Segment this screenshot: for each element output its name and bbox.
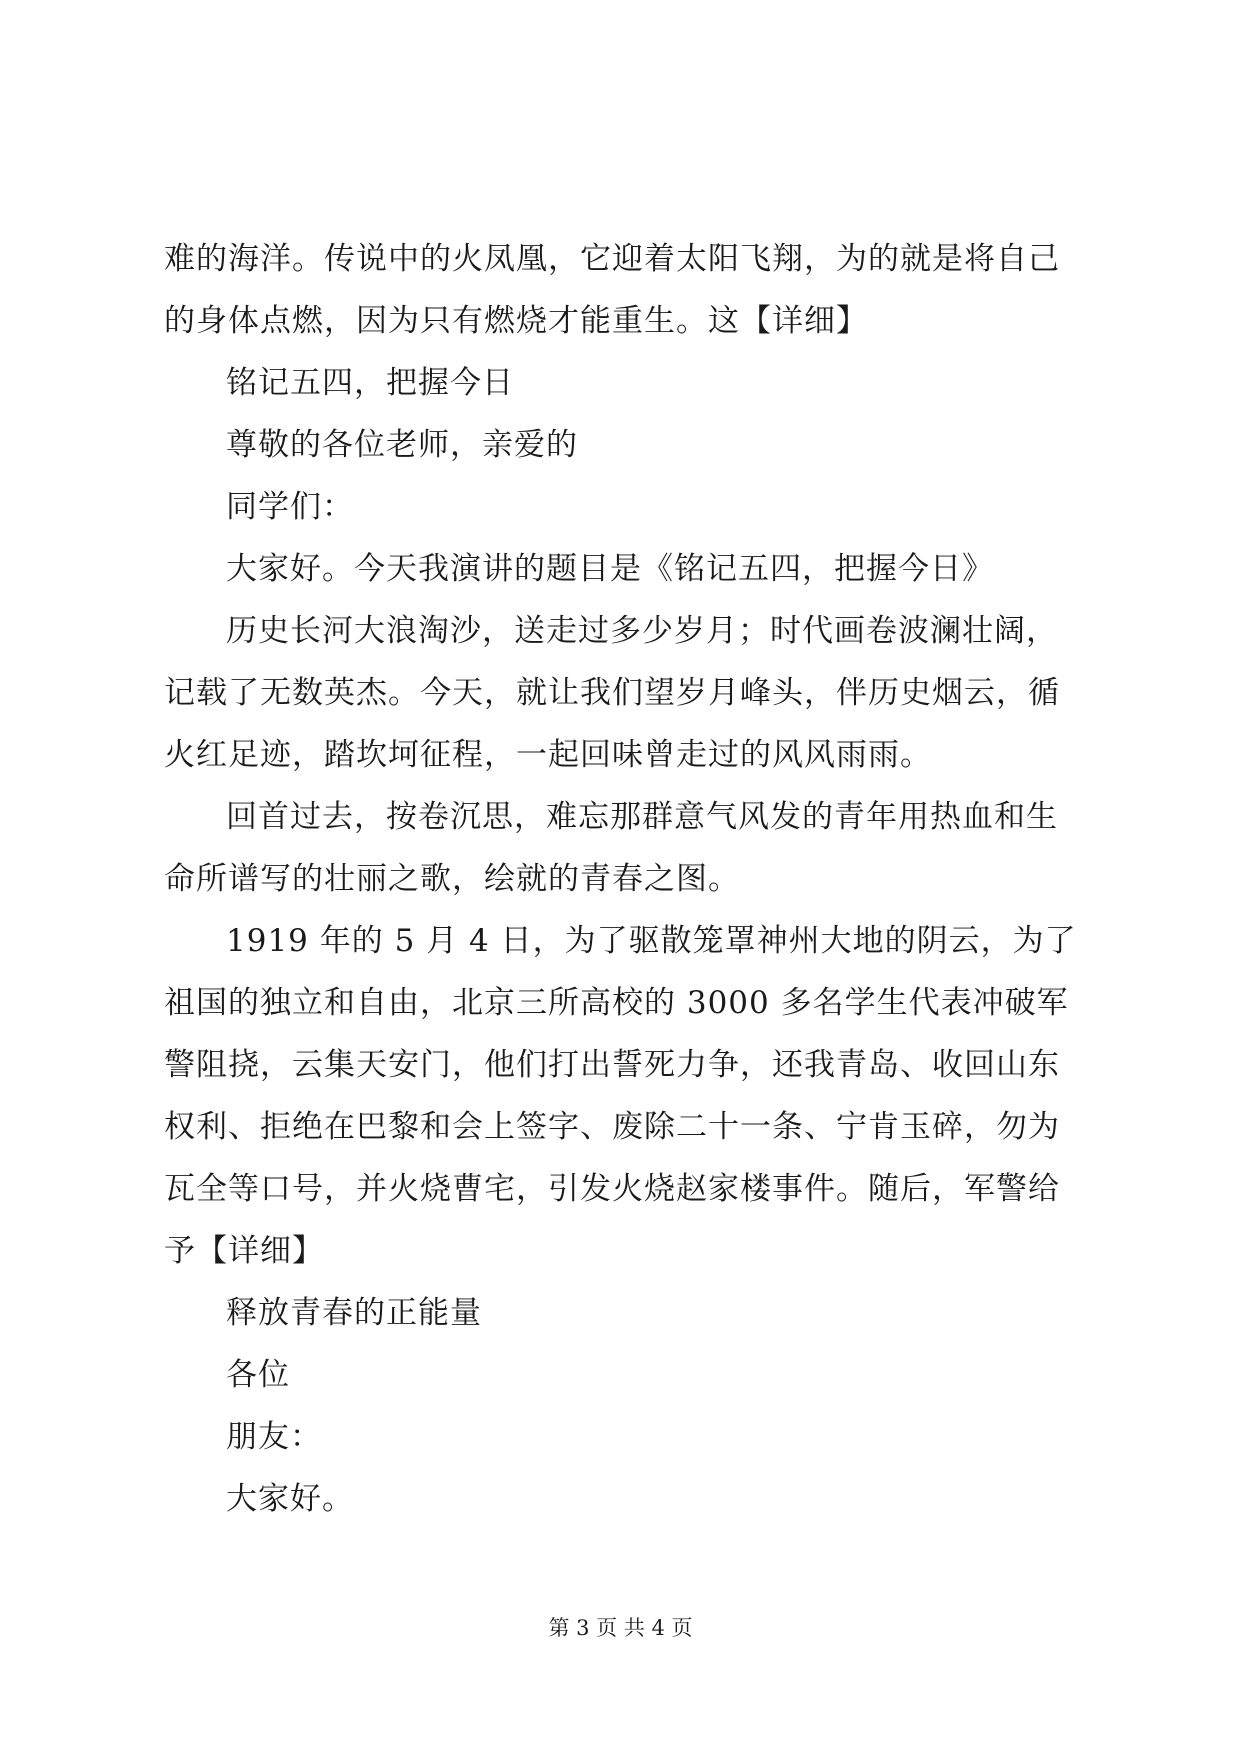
section-heading: 铭记五四，把握今日	[226, 365, 514, 401]
section-heading: 释放青春的正能量	[226, 1295, 482, 1331]
text-line: 大家好。	[226, 1481, 354, 1517]
document-body	[164, 228, 1092, 1530]
text-line: 朋友：	[226, 1419, 322, 1455]
text-line: 回首过去，按卷沉思，难忘那群意气风发的青年用热血和生	[226, 799, 1058, 835]
text-line: 记载了无数英杰。今天，就让我们望岁月峰头，伴历史烟云，循	[164, 675, 1060, 711]
text-line: 的身体点燃，因为只有燃烧才能重生。这【详细】	[164, 303, 868, 339]
text-line: 火红足迹，踏坎坷征程，一起回味曾走过的风风雨雨。	[164, 737, 932, 773]
text-line: 权利、拒绝在巴黎和会上签字、废除二十一条、宁肯玉碎，勿为	[164, 1109, 1060, 1145]
text-line: 祖国的独立和自由，北京三所高校的 3000 多名学生代表冲破军	[164, 985, 1069, 1021]
text-line: 各位	[226, 1357, 290, 1393]
text-line: 历史长河大浪淘沙，送走过多少岁月；时代画卷波澜壮阔，	[226, 613, 1058, 649]
text-line: 警阻挠，云集天安门，他们打出誓死力争，还我青岛、收回山东	[164, 1047, 1060, 1083]
text-line: 1919 年的 5 月 4 日，为了驱散笼罩神州大地的阴云，为了	[226, 923, 1077, 959]
text-line: 予【详细】	[164, 1233, 324, 1269]
text-line: 瓦全等口号，并火烧曹宅，引发火烧赵家楼事件。随后，军警给	[164, 1171, 1060, 1207]
page-number-footer: 第 3 页 共 4 页	[548, 1616, 693, 1640]
text-line: 同学们：	[226, 489, 354, 525]
text-line: 难的海洋。传说中的火凤凰，它迎着太阳飞翔，为的就是将自己	[164, 241, 1060, 277]
text-line: 大家好。今天我演讲的题目是《铭记五四，把握今日》	[226, 551, 994, 587]
text-line: 尊敬的各位老师，亲爱的	[226, 427, 578, 463]
text-line: 命所谱写的壮丽之歌，绘就的青春之图。	[164, 861, 740, 897]
